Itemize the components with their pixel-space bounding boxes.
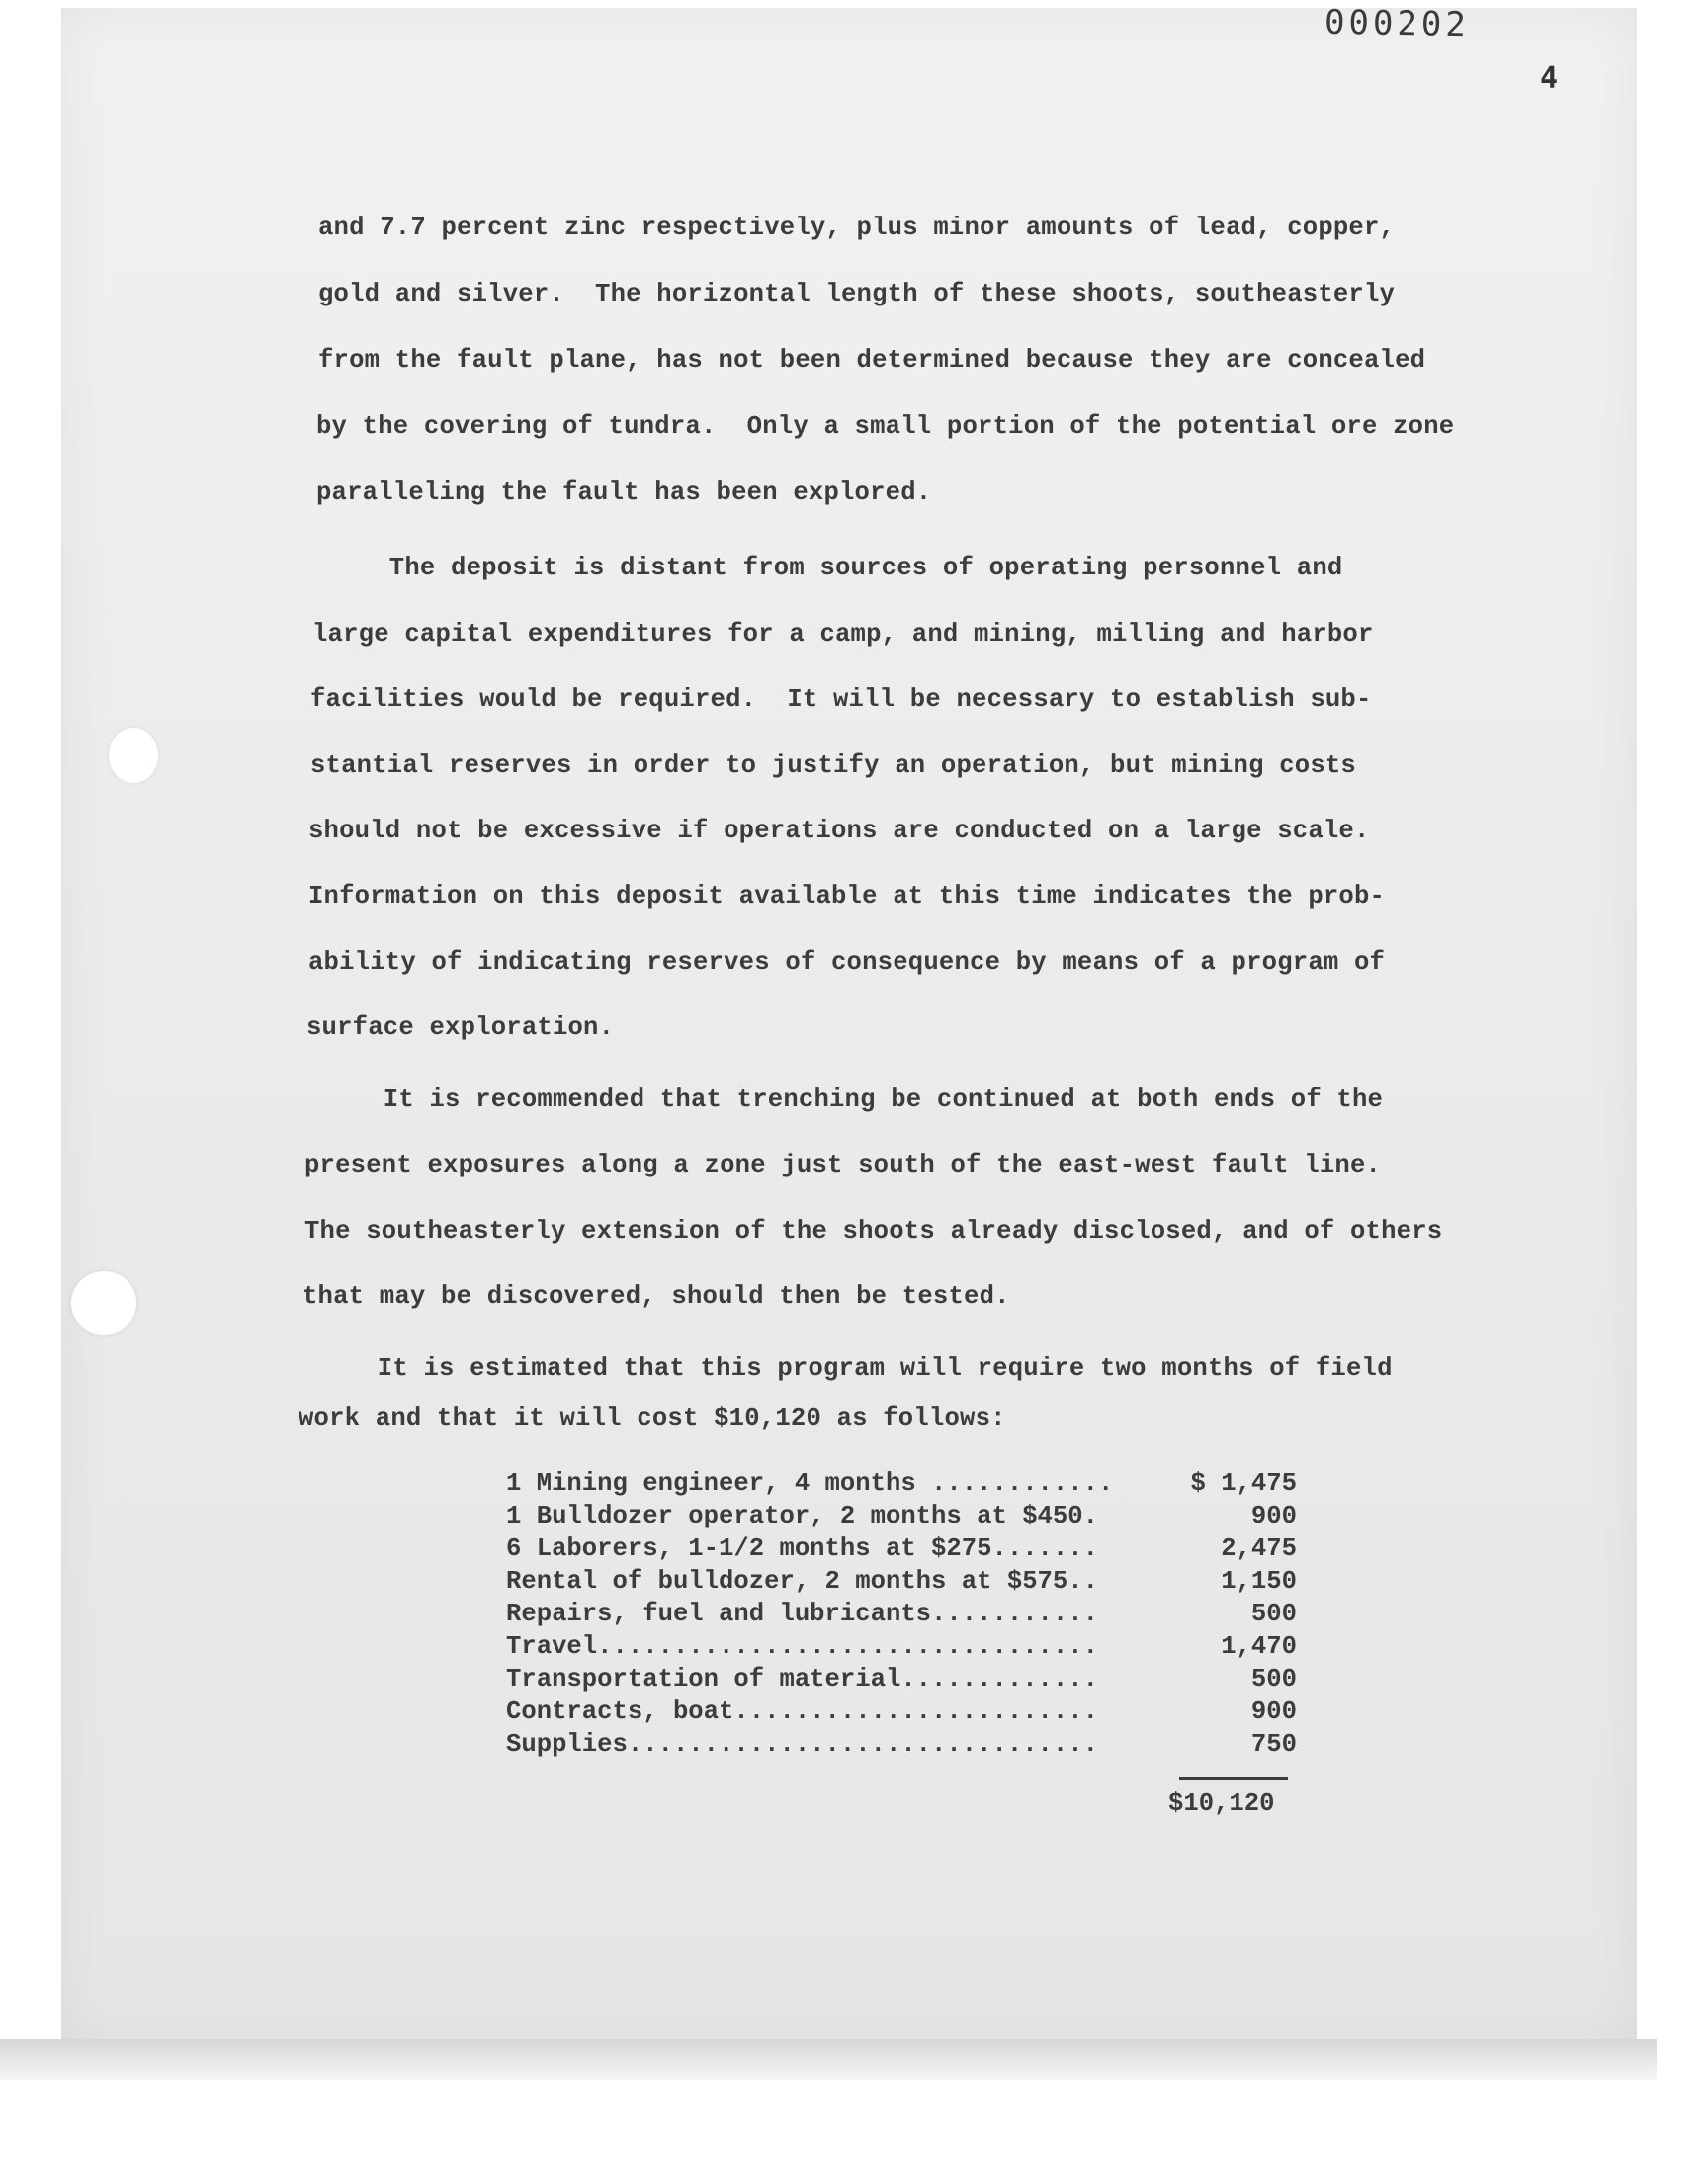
cost-item-description: 1 Bulldozer operator, 2 months at $450. [506,1502,1098,1530]
paper-bottom-edge [0,2039,1657,2080]
body-line: surface exploration. [306,1013,615,1042]
cost-item-amount: 1,470 [1221,1632,1297,1661]
cost-item-description: Supplies............................... [506,1730,1098,1759]
cost-item-amount: 900 [1250,1502,1297,1530]
punch-hole-lower [71,1271,136,1335]
body-line: large capital expenditures for a camp, and mining, milling and harbor [312,620,1374,649]
cost-item-amount: 750 [1250,1730,1297,1759]
cost-row [506,1730,1297,1763]
body-line: The deposit is distant from sources of operating personnel and [312,554,1343,582]
cost-item-description: 6 Laborers, 1-1/2 months at $275....... [506,1534,1098,1563]
cost-item-description: Rental of bulldozer, 2 months at $575.. [506,1567,1098,1596]
body-line: gold and silver. The horizontal length of these shoots, southeasterly [318,280,1396,308]
body-line: and 7.7 percent zinc respectively, plus minor amounts of lead, copper, [318,214,1396,242]
total-underline [1179,1777,1288,1780]
cost-item-description: 1 Mining engineer, 4 months ............ [506,1469,1114,1498]
cost-row [506,1567,1297,1600]
cost-item-amount: $ 1,475 [1190,1469,1297,1498]
body-line: stantial reserves in order to justify an operation, but mining costs [310,751,1356,780]
cost-row [506,1600,1297,1632]
cost-row [506,1469,1297,1502]
cost-item-amount: 2,475 [1221,1534,1297,1563]
body-line: by the covering of tundra. Only a small portion of the potential ore zone [316,412,1455,441]
cost-row [506,1502,1297,1534]
cost-item-description: Repairs, fuel and lubricants........... [506,1600,1098,1628]
cost-item-amount: 500 [1250,1665,1297,1694]
body-line: from the fault plane, has not been determined because they are concealed [318,346,1426,375]
cost-table [506,1469,1297,1763]
body-line: It is recommended that trenching be continued at both ends of the [306,1086,1384,1114]
cost-row [506,1697,1297,1730]
body-line: facilities would be required. It will be necessary to establish sub- [310,685,1372,714]
cost-item-description: Contracts, boat........................ [506,1697,1098,1726]
cost-row [506,1632,1297,1665]
body-line: Information on this deposit available at this time indicates the prob- [308,882,1386,911]
body-line: that may be discovered, should then be tested. [302,1282,1010,1311]
document-stamp-number: 000202 [1324,2,1471,45]
cost-total: $10,120 [1168,1789,1275,1818]
punch-hole-upper [109,728,158,783]
cost-item-description: Transportation of material............. [506,1665,1098,1694]
cost-row [506,1534,1297,1567]
body-line: The southeasterly extension of the shoots already disclosed, and of others [304,1217,1443,1246]
body-line: ability of indicating reserves of consequence by means of a program of [308,948,1386,977]
cost-row [506,1665,1297,1697]
body-line: paralleling the fault has been explored. [316,478,932,507]
body-line: present exposures along a zone just south of the east-west fault line. [304,1151,1382,1179]
body-line: work and that it will cost $10,120 as follows: [299,1404,1006,1433]
cost-item-amount: 900 [1250,1697,1297,1726]
cost-item-amount: 500 [1250,1600,1297,1628]
body-line: It is estimated that this program will require two months of field [300,1354,1393,1383]
body-line: should not be excessive if operations are conducted on a large scale. [308,817,1370,845]
cost-item-description: Travel................................. [506,1632,1098,1661]
cost-item-amount: 1,150 [1221,1567,1297,1596]
page-number: 4 [1540,61,1559,96]
